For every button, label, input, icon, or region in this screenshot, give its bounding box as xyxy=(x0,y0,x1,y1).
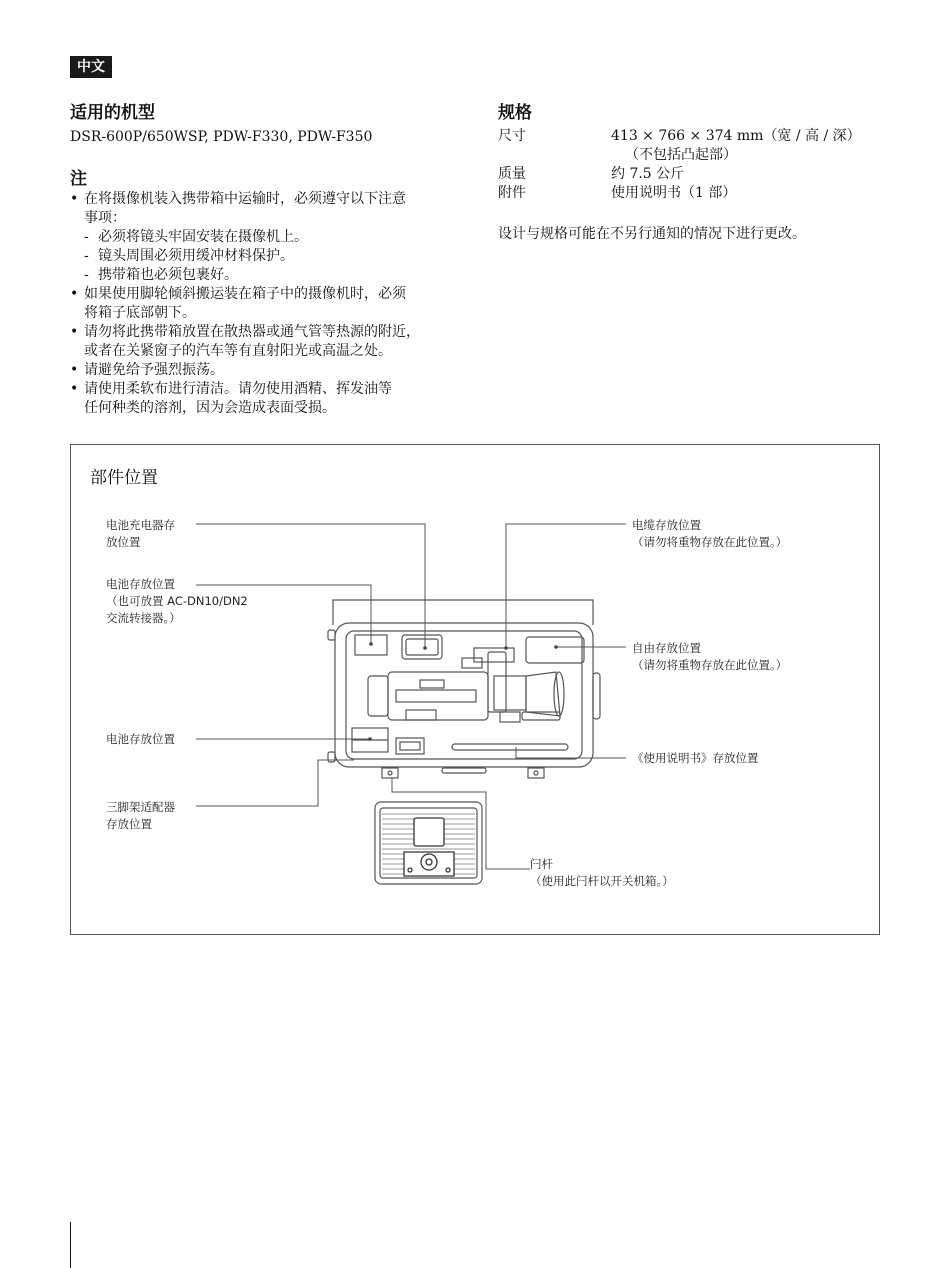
spec-key: 附件 xyxy=(498,185,526,201)
note-item: 将箱子底部朝下。 xyxy=(84,305,196,321)
spec-value: 约 7.5 公斤 xyxy=(611,166,685,182)
spec-value: 413 × 766 × 374 mm（宽 / 高 / 深） xyxy=(611,128,861,144)
page-margin-rule xyxy=(70,1222,71,1268)
spec-key: 尺寸 xyxy=(498,128,526,144)
specs-heading: 规格 xyxy=(498,103,532,123)
latch-left xyxy=(382,768,398,778)
spec-value: 使用说明书（1 部） xyxy=(611,185,737,201)
note-subitem: - 必须将镜头牢固安装在摄像机上。 xyxy=(84,229,308,245)
note-item: • 请避免给予强烈振荡。 xyxy=(70,361,465,380)
free-storage-compartment xyxy=(526,637,584,663)
note-item: • 请勿将此携带箱放置在散热器或通气管等热源的附近， xyxy=(70,323,465,342)
bottom-handle xyxy=(442,768,486,773)
note-subitem-text: 镜头周围必须用缓冲材料保护。 xyxy=(98,248,294,264)
models-heading: 适用的机型 xyxy=(70,103,155,123)
hinge-top xyxy=(328,630,335,640)
note-subitem-text: 携带箱也必须包裹好。 xyxy=(98,267,238,283)
camera-lens-mount xyxy=(488,652,506,712)
label-charger-storage: 电池充电器存 放位置 xyxy=(106,518,175,549)
specs-note: 设计与规格可能在不另行通知的情况下进行更改。 xyxy=(498,226,806,242)
leader-dots xyxy=(368,642,558,741)
note-item: • 请使用柔软布进行清洁。请勿使用酒精、挥发油等 xyxy=(70,380,465,399)
note-subitem-text: 必须将镜头牢固安装在摄像机上。 xyxy=(98,229,308,245)
label-battery-storage-bottom: 电池存放位置 xyxy=(106,732,175,746)
note-subitem: - 镜头周围必须用缓冲材料保护。 xyxy=(84,248,294,264)
note-item: 事项： xyxy=(84,210,126,226)
spec-value: （不包括凸起部） xyxy=(625,147,737,163)
camera-lens xyxy=(494,676,526,710)
leader-lines xyxy=(196,524,626,869)
note-item: 任何种类的溶剂，因为会造成表面受损。 xyxy=(84,400,336,416)
models-text: DSR-600P/650WSP, PDW-F330, PDW-F350 xyxy=(70,129,373,145)
label-manual-storage: 《使用说明书》存放位置 xyxy=(632,751,759,765)
parts-heading: 部件位置 xyxy=(90,468,158,488)
manual-slot xyxy=(452,744,568,750)
label-latch-lever: 闩杆 （使用此闩杆以开关机箱。） xyxy=(530,857,674,888)
note-item: 或者在关紧窗子的汽车等有直射阳光或高温之处。 xyxy=(84,343,392,359)
camera-viewfinder xyxy=(368,676,388,716)
label-cable-storage: 电缆存放位置 （请勿将重物存放在此位置。） xyxy=(632,518,788,549)
notes-heading: 注 xyxy=(70,169,87,189)
note-item: • 如果使用脚轮倾斜搬运装在箱子中的摄像机时，必须 xyxy=(70,285,465,304)
latch-lever xyxy=(404,818,454,876)
spec-key: 质量 xyxy=(498,166,526,182)
case-lid-outline xyxy=(333,600,593,625)
side-handle xyxy=(593,673,600,719)
label-free-storage: 自由存放位置 （请勿将重物存放在此位置。） xyxy=(632,641,788,672)
latch-right xyxy=(528,768,544,778)
language-badge: 中文 xyxy=(70,56,112,78)
label-battery-storage-top: 电池存放位置 （也可放置 AC-DN10/DN2 交流转接器。） xyxy=(106,577,248,625)
label-tripod-adapter-storage: 三脚架适配器 存放位置 xyxy=(106,800,175,831)
camera-body xyxy=(388,672,488,720)
note-item: • 在将摄像机装入携带箱中运输时，必须遵守以下注意 xyxy=(70,190,465,209)
note-subitem: - 携带箱也必须包裹好。 xyxy=(84,267,238,283)
